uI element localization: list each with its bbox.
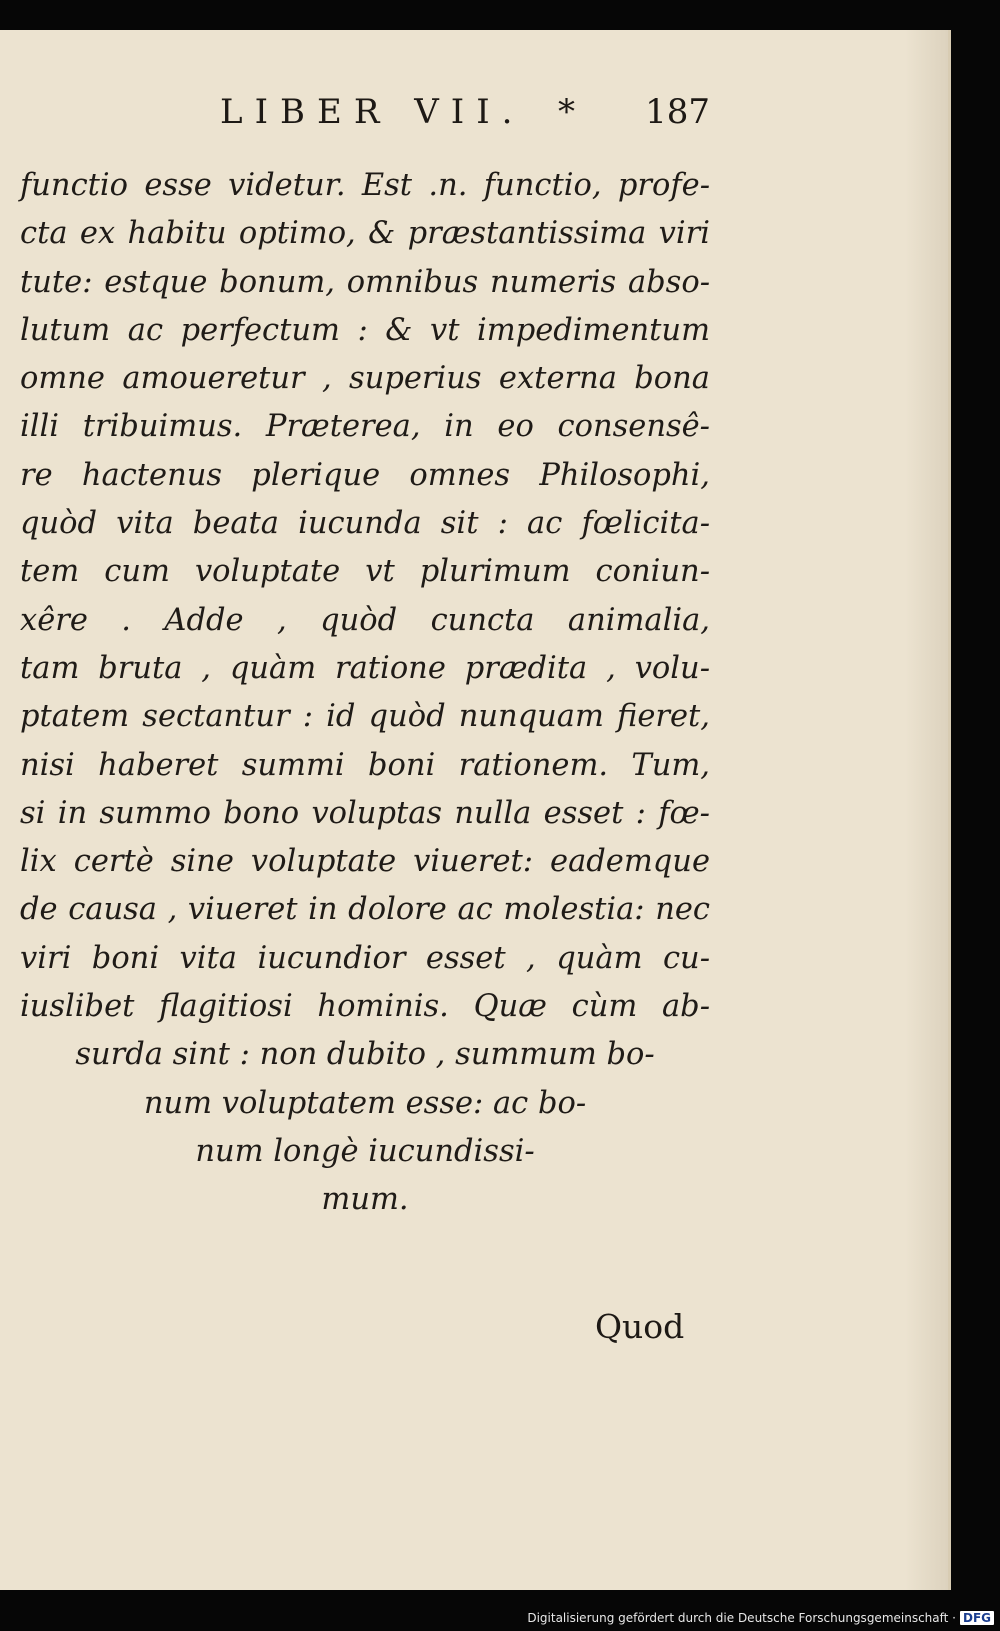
text-line-tapered: surda sint : non dubito , summum bo- [75,1037,655,1073]
text-line: nisi haberet summi boni rationem. Tum, [20,747,710,783]
text-line: viri boni vita iucundior esset , quàm cu- [20,940,710,976]
text-line-tapered: num longè iucundissi- [195,1133,535,1169]
text-line: tam bruta , quàm ratione prædita , volu- [20,650,710,686]
text-line: lix certè sine voluptate viueret: eademque [20,844,710,880]
running-head-title: LIBER VII. [220,92,525,132]
footer-text: Digitalisierung gefördert durch die Deutsche Forschungsgemeinschaft · [527,1611,956,1625]
text-line: xêre . Adde , quòd cuncta animalia, [20,602,710,638]
digitization-footer [527,1611,994,1625]
text-line: omne amoueretur , superius externa bona [20,361,710,397]
text-line: iuslibet flagitiosi hominis. Quæ cùm ab- [20,989,710,1025]
text-line: tute: estque bonum, omnibus numeris abso- [20,264,710,300]
text-line: lutum ac perfectum : & vt impedimentum [20,312,710,348]
text-line: de causa , viueret in dolore ac molestia: nec [20,892,710,928]
text-line: tem cum voluptate vt plurimum coniun- [20,554,710,590]
body-text [20,162,710,1225]
text-line-tapered: mum. [321,1182,409,1218]
running-head-ornament: * [558,92,575,132]
text-line-tapered: num voluptatem esse: ac bo- [143,1085,587,1121]
text-line: quòd vita beata iucunda sit : ac fœlicita- [20,506,710,542]
text-line: cta ex habitu optimo, & præstantissima viri [20,216,710,252]
running-head [220,92,710,152]
text-line: illi tribuimus. Præterea, in eo consensê- [20,409,710,445]
page-number: 187 [645,92,710,132]
catchword: Quod [595,1307,685,1346]
text-line: si in summo bono voluptas nulla esset : fœ- [20,795,710,831]
dfg-logo: DFG [960,1611,994,1625]
text-line: functio esse videtur. Est .n. functio, profe- [20,168,710,203]
text-line: ptatem sectantur : id quòd nunquam fieret, [20,699,710,735]
text-line: re hactenus plerique omnes Philosophi, [20,457,710,493]
